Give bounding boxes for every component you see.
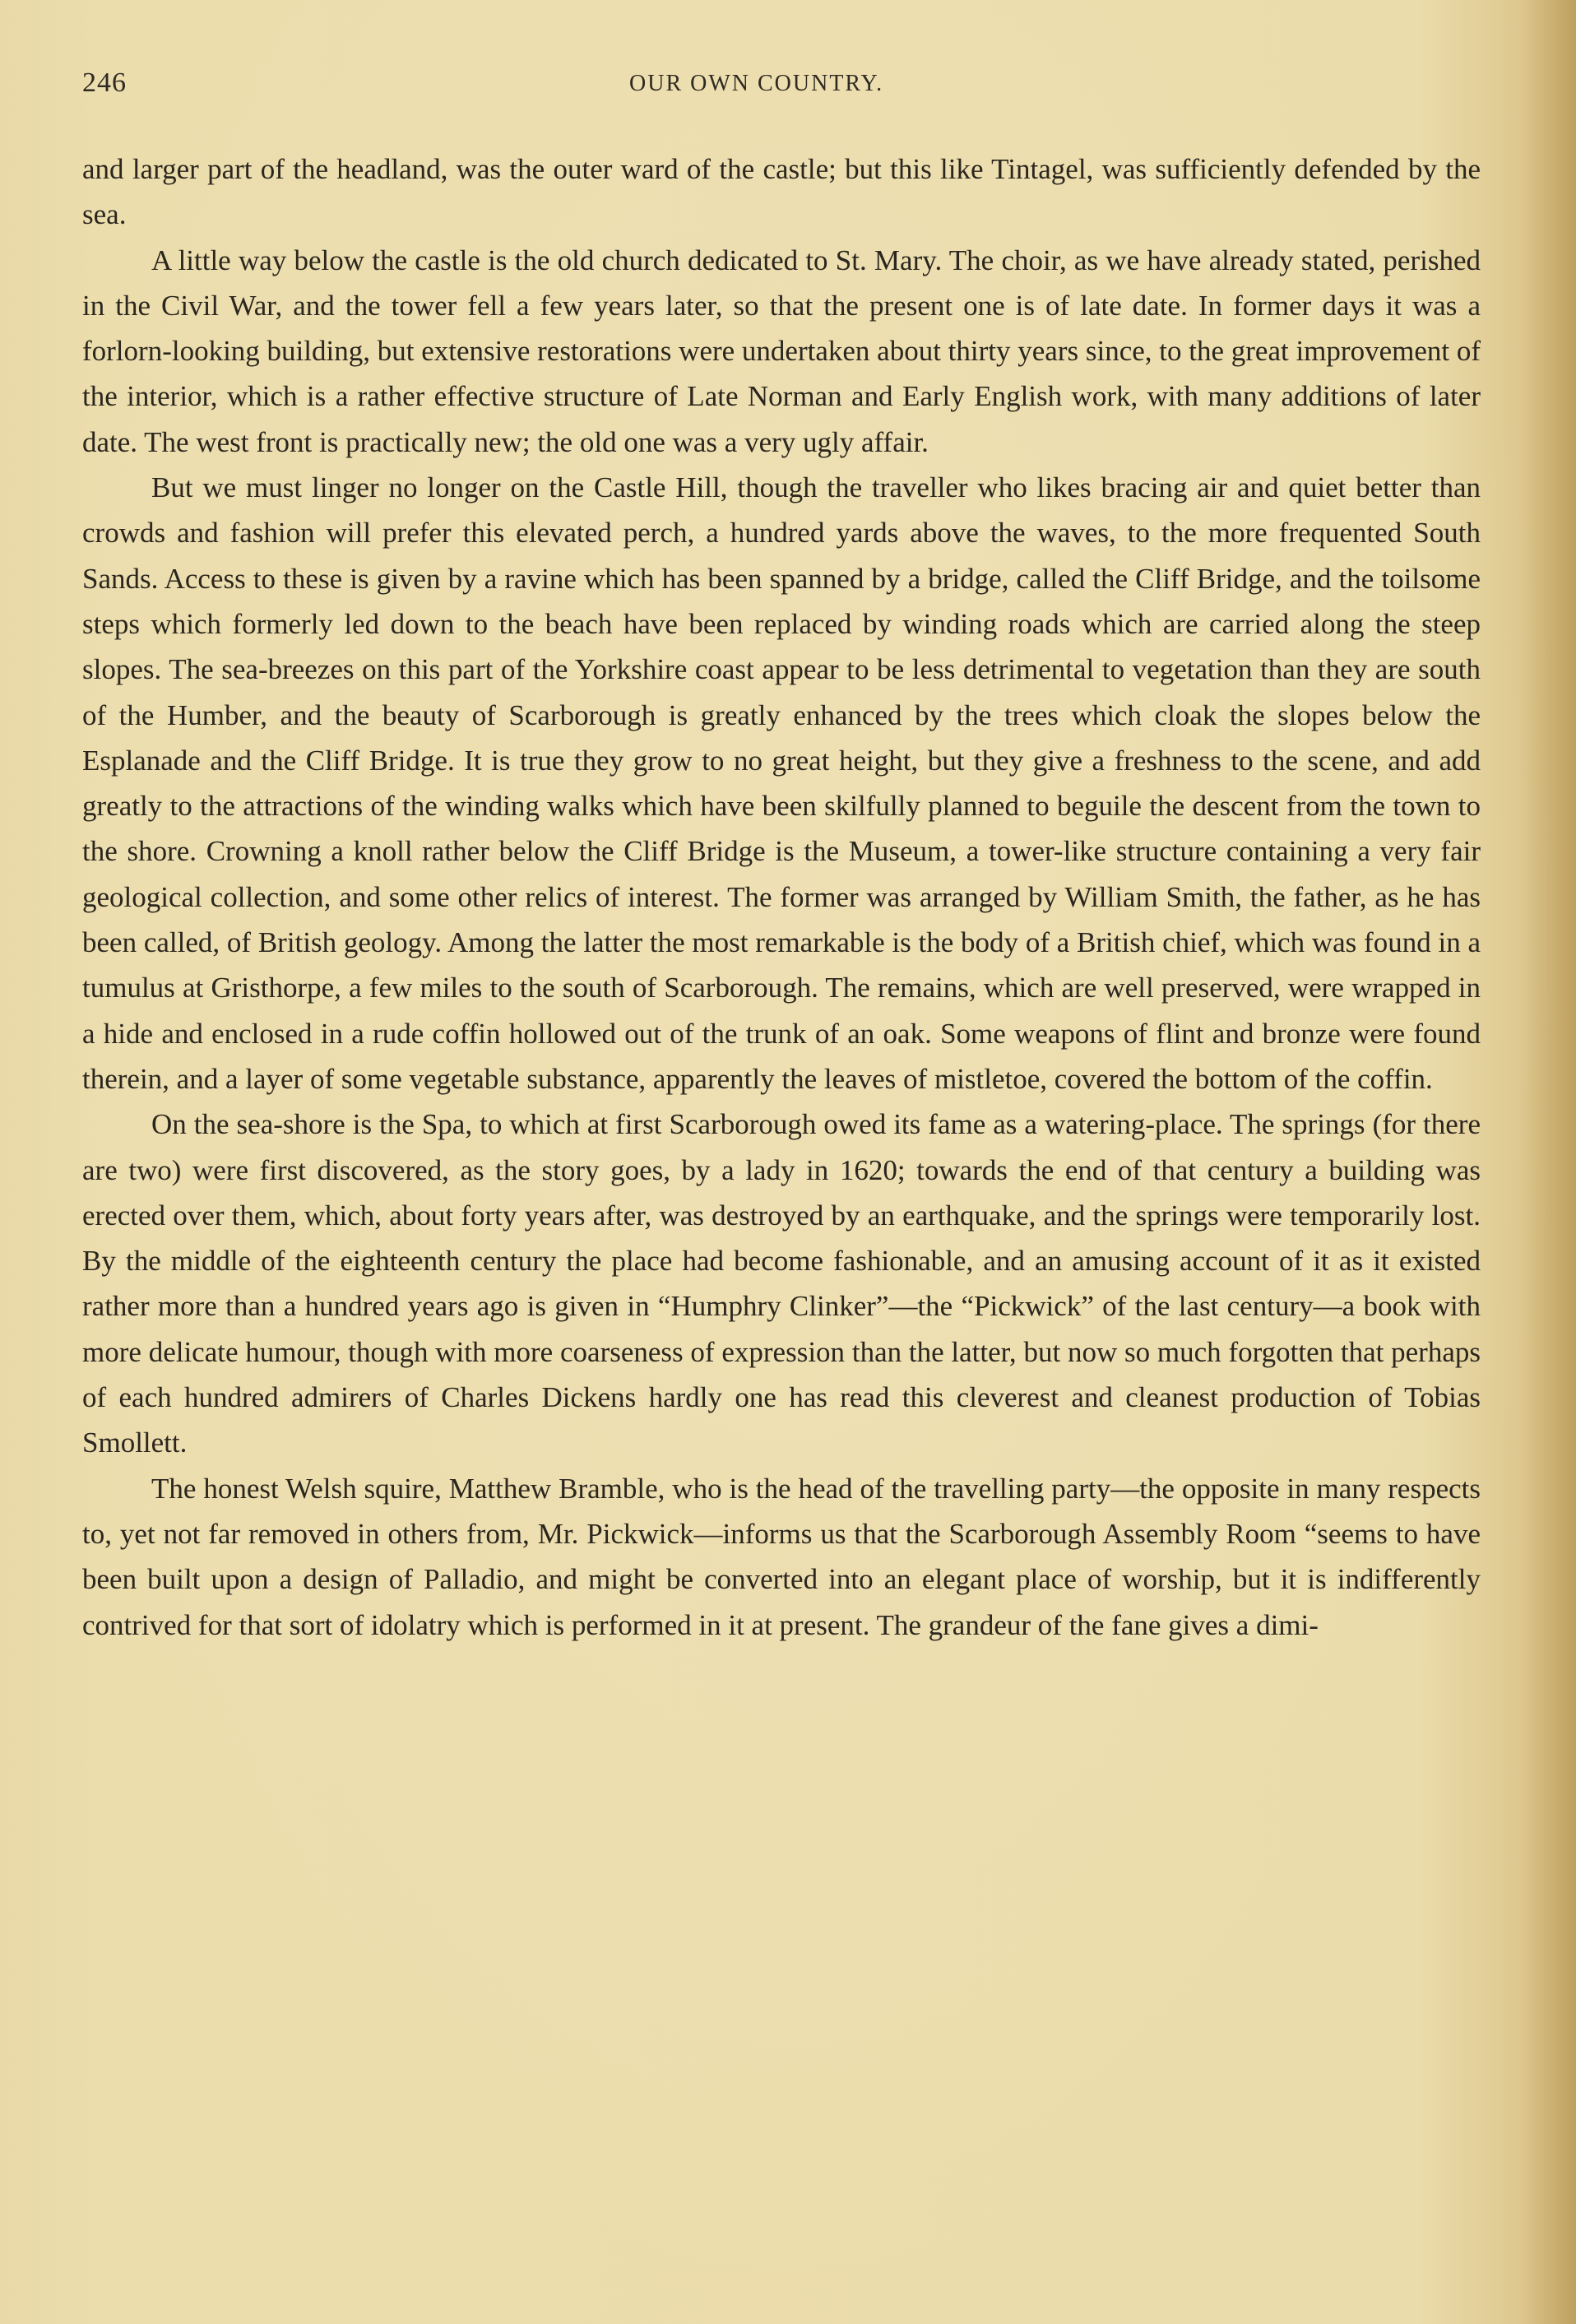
running-head	[82, 67, 1481, 117]
page-edge-shadow	[1518, 0, 1576, 2324]
paragraph-2: A little way below the castle is the old church dedicated to St. Mary. The choir, as we have already stated, perished in the Civil War, and the tower fell a few years later, so that the present one is of late date. In former days it was a forlorn-looking building, but extensive restorations were undertaken about thirty years since, to the great improvement of the interior, which is a rather effective structure of Late Norman and Early English work, with many additions of later date. The west front is practically new; the old one was a very ugly affair.	[82, 244, 1481, 458]
paragraph-3: But we must linger no longer on the Castle Hill, though the traveller who likes bracing air and quiet better than crowds and fashion will prefer this elevated perch, a hundred yards above the waves, to the more frequented South Sands. Access to these is given by a ravine which has been spanned by a bridge, called the Cliff Bridge, and the toilsome steps which formerly led down to the beach have been replaced by winding roads which are carried along the steep slopes. The sea-breezes on this part of the Yorkshire coast appear to be less detrimental to vegetation than they are south of the Humber, and the beauty of Scarborough is greatly enhanced by the trees which cloak the slopes below the Esplanade and the Cliff Bridge. It is true they grow to no great height, but they give a freshness to the scene, and add greatly to the attractions of the winding walks which have been skilfully planned to beguile the descent from the town to the shore. Crowning a knoll rather below the Cliff Bridge is the Museum, a tower-like structure containing a very fair geological collection, and some other relics of interest. The former was arranged by William Smith, the father, as he has been called, of British geology. Among the latter the most remarkable is the body of a British chief, which was found in a tumulus at Gristhorpe, a few miles to the south of Scarborough. The remains, which are well preserved, were wrapped in a hide and enclosed in a rude coffin hollowed out of the trunk of an oak. Some weapons of flint and bronze were found therein, and a layer of some vegetable substance, apparently the leaves of mistletoe, covered the bottom of the coffin.	[82, 471, 1481, 1095]
running-title: OUR OWN COUNTRY.	[629, 71, 884, 96]
body-text	[82, 146, 1481, 1648]
paragraph-4: On the sea-shore is the Spa, to which at first Scarborough owed its fame as a watering-place. The springs (for there are two) were first discovered, as the story goes, by a lady in 1620; towards the end of that century a building was erected over them, which, about forty years after, was destroyed by an earthquake, and the springs were temporarily lost. By the middle of the eighteenth century the place had become fashionable, and an amusing account of it as it existed rather more than a hundred years ago is given in “Humphry Clinker”—the “Pickwick” of the last century—a book with more delicate humour, though with more coarseness of expression than the latter, but now so much forgotten that perhaps of each hundred admirers of Charles Dickens hardly one has read this cleverest and cleanest production of Tobias Smollett.	[82, 1108, 1481, 1459]
page-number: 246	[82, 67, 127, 98]
paragraph-5: The honest Welsh squire, Matthew Bramble, who is the head of the travelling party—the opposite in many respects to, yet not far removed in others from, Mr. Pickwick—informs us that the Scarborough Assembly Room “seems to have been built upon a design of Palladio, and might be converted into an elegant place of worship, but it is indifferently contrived for that sort of idolatry which is performed in it at present. The grandeur of the fane gives a dimi-	[82, 1472, 1481, 1641]
paragraph-1: and larger part of the headland, was the outer ward of the castle; but this like Tintagel, was sufficiently defended by the sea.	[82, 153, 1481, 231]
